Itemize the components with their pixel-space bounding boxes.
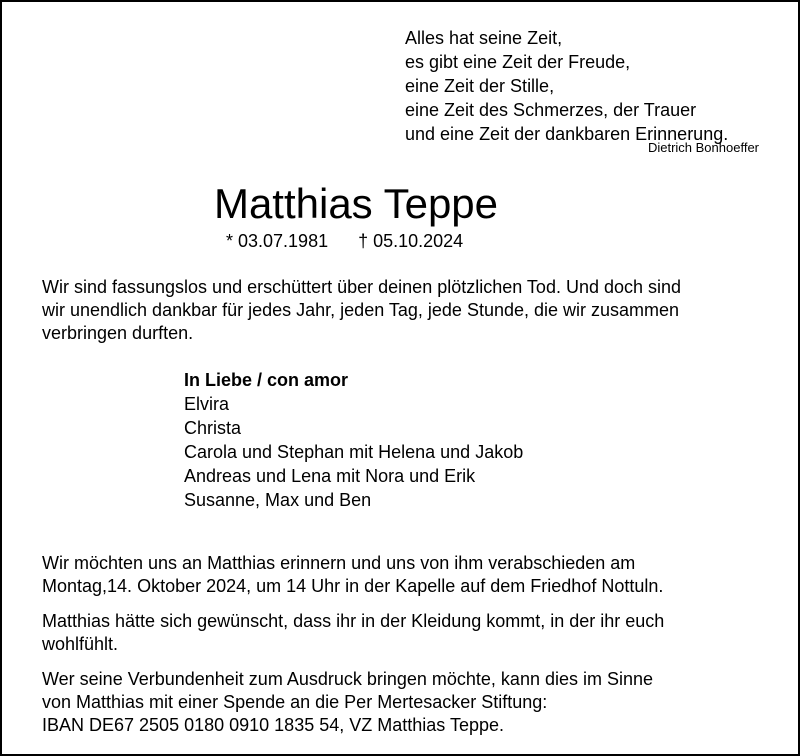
intro-paragraph	[42, 276, 782, 345]
farewell-paragraph	[42, 552, 782, 598]
paragraph-line: wir unendlich dankbar für jedes Jahr, jeden Tag, jede Stunde, die wir zusammen	[42, 300, 680, 320]
donation-paragraph	[42, 668, 782, 737]
quote-author: Dietrich Bonhoeffer	[647, 140, 759, 155]
family-heading: In Liebe / con amor	[184, 370, 349, 390]
quote-line: eine Zeit der Stille,	[405, 76, 555, 96]
quote-line: es gibt eine Zeit der Freude,	[405, 52, 631, 72]
paragraph-line: Matthias hätte sich gewünscht, dass ihr in der Kleidung kommt, in der ihr euch	[42, 611, 665, 631]
life-dates	[226, 229, 463, 253]
paragraph-line: wohlfühlt.	[42, 634, 119, 654]
paragraph-line: IBAN DE67 2505 0180 0910 1835 54, VZ Matthias Teppe.	[42, 715, 504, 735]
family-member: Christa	[184, 418, 242, 438]
paragraph-line: Wir möchten uns an Matthias erinnern und uns von ihm verabschieden am	[42, 553, 636, 573]
family-member: Andreas und Lena mit Nora und Erik	[184, 466, 476, 486]
paragraph-line: Wer seine Verbundenheit zum Ausdruck bringen möchte, kann dies im Sinne	[42, 669, 654, 689]
paragraph-line: verbringen durften.	[42, 323, 194, 343]
family-member: Carola und Stephan mit Helena und Jakob	[184, 442, 524, 462]
paragraph-line: von Matthias mit einer Spende an die Per Mertesacker Stiftung:	[42, 692, 548, 712]
clothing-paragraph	[42, 610, 782, 656]
deceased-name: Matthias Teppe	[213, 180, 499, 227]
quote-line: eine Zeit des Schmerzes, der Trauer	[405, 100, 697, 120]
quote-line: und eine Zeit der dankbaren Erinnerung.	[405, 124, 729, 144]
death-date: † 05.10.2024	[358, 231, 464, 251]
family-member: Elvira	[184, 394, 230, 414]
birth-date: * 03.07.1981	[226, 231, 329, 251]
quote	[405, 26, 785, 146]
quote-line: Alles hat seine Zeit,	[405, 28, 563, 48]
paragraph-line: Montag,14. Oktober 2024, um 14 Uhr in der Kapelle auf dem Friedhof Nottuln.	[42, 576, 664, 596]
paragraph-line: Wir sind fassungslos und erschüttert über deinen plötzlichen Tod. Und doch sind	[42, 277, 682, 297]
family-member: Susanne, Max und Ben	[184, 490, 372, 510]
family-signature	[184, 368, 523, 512]
